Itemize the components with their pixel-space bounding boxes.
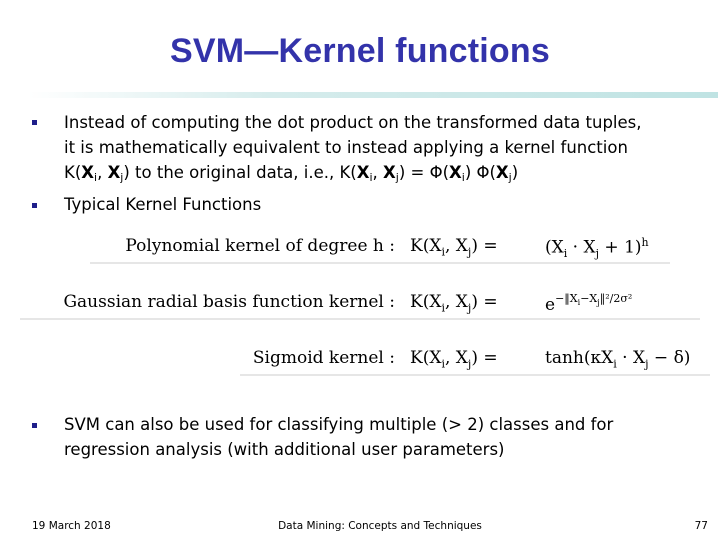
formula-rhs: $e^{-‖X_i-X_j‖^2/2\sigma^2}$: [545, 292, 633, 315]
formula-shadow: [90, 262, 670, 264]
formula-name: Gaussian radial basis function kernel :: [63, 292, 395, 312]
text-line: regression analysis (with additional user parameters): [64, 440, 505, 459]
title-divider: [28, 92, 718, 98]
formula-shadow: [20, 318, 700, 320]
footer-title: Data Mining: Concepts and Techniques: [278, 520, 482, 532]
formula-lhs: $K(X_i$, $X_j$) =: [410, 236, 498, 259]
text-line: SVM can also be used for classifying multiple (> 2) classes and for: [64, 415, 614, 434]
footer-page-number: 77: [694, 520, 708, 532]
formula-gaussian: [0, 288, 720, 328]
bullet-marker: [32, 203, 37, 208]
formula-name: Sigmoid kernel :: [252, 348, 395, 368]
formula-rhs: $(X_i \cdot X_j + 1)^h$: [545, 236, 649, 261]
bullet-marker: [32, 120, 37, 125]
bullet-text: [64, 412, 704, 462]
slide-title: SVM—Kernel functions: [170, 32, 550, 70]
formula-rhs: $\tanh(\kappa X_i \cdot X_j - \delta)$: [545, 348, 691, 371]
formula-sigmoid: [0, 344, 720, 384]
text-line: Instead of computing the dot product on the transformed data tuples,: [64, 113, 642, 132]
formula-lhs: $K(X_i$, $X_j$) =: [410, 348, 498, 371]
formula-polynomial: [0, 232, 720, 272]
formula-name: Polynomial kernel of degree h :: [125, 236, 395, 256]
formula-lhs: $K(X_i$, $X_j$) =: [410, 292, 498, 315]
bullet-text: [64, 110, 704, 185]
text-line: it is mathematically equivalent to instead applying a kernel function: [64, 138, 628, 157]
formula-shadow: [240, 374, 710, 376]
text-line: $K(X_i$, $X_j$) to the original data, i.e., $K(X_i$, $X_j) = \Phi(X_i)$ $\Phi(X_j)$: [64, 163, 519, 184]
bullet-text: Typical Kernel Functions: [64, 195, 262, 214]
footer-date: 19 March 2018: [32, 520, 111, 532]
bullet-marker: [32, 423, 37, 428]
